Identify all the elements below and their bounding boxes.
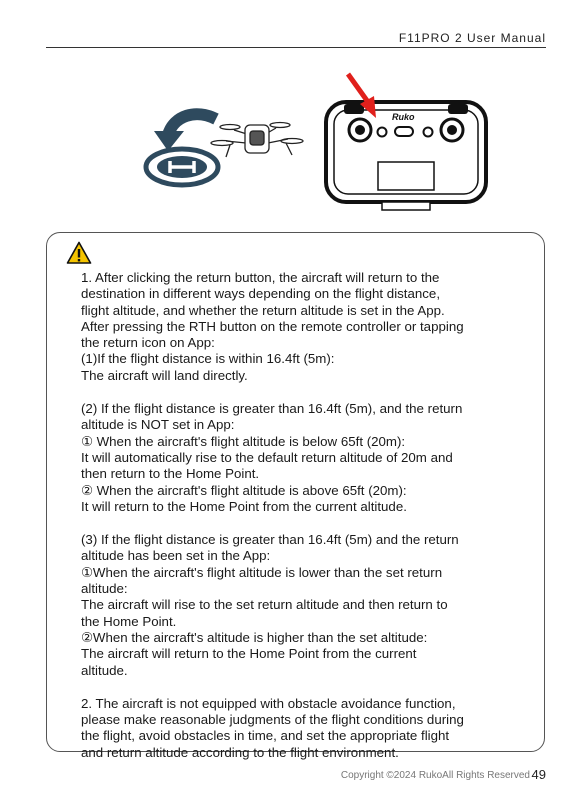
- notice-paragraph-rth-intro: 1. After clicking the return button, the aircraft will return to the destination in different ways depending on the flight distance, flight altitude, and whether the return altitude is set in the App. After pressing the RTH button on the remote controller or tapping the return icon on App: (1)If the flight distance is within 16.4ft (5m): The aircraft will land directly.: [81, 270, 464, 383]
- footer-copyright: Copyright ©2024 RukoAll Rights Reserved: [340, 770, 530, 781]
- header-rule: [46, 47, 546, 48]
- remote-controller-illustration: [322, 70, 490, 216]
- rth-drone-illustration: [130, 95, 310, 195]
- warning-icon: [66, 241, 92, 265]
- notice-paragraph-obstacle-warning: 2. The aircraft is not equipped with obstacle avoidance function, please make reasonable judgments of the flight conditions during the flight, avoid obstacles in time, and set the appropriate flight and return altitude according to the flight environment.: [81, 695, 464, 760]
- return-arrow-icon: [154, 114, 216, 151]
- drone-icon: [211, 123, 303, 158]
- page-number: 49: [531, 767, 546, 782]
- header-title: F11PRO 2 User Manual: [398, 31, 546, 45]
- notice-text: [81, 270, 541, 761]
- notice-paragraph-no-altitude-set: (2) If the flight distance is greater than 16.4ft (5m), and the return altitude is NOT set in App: ① When the aircraft's flight altitude is below 65ft (20m): It will automatically rise to the default return altitude of 20m and then return to the Home Point. ② When the aircraft's flight altitude is above 65ft (20m): It will return to the Home Point from the current altitude.: [81, 401, 463, 514]
- notice-box: [46, 232, 545, 760]
- remote-controller-icon: [326, 102, 486, 210]
- home-point-h-icon: [146, 149, 218, 185]
- remote-brand-label: Ruko: [392, 112, 415, 122]
- notice-paragraph-altitude-set: (3) If the flight distance is greater than 16.4ft (5m) and the return altitude has been set in the App: ①When the aircraft's flight altitude is lower than the set return altitude: The aircraft will rise to the set return altitude and then return to the Home Point. ②When the aircraft's altitude is higher than the set altitude: The aircraft will return to the Home Point from the current altitude.: [81, 532, 459, 678]
